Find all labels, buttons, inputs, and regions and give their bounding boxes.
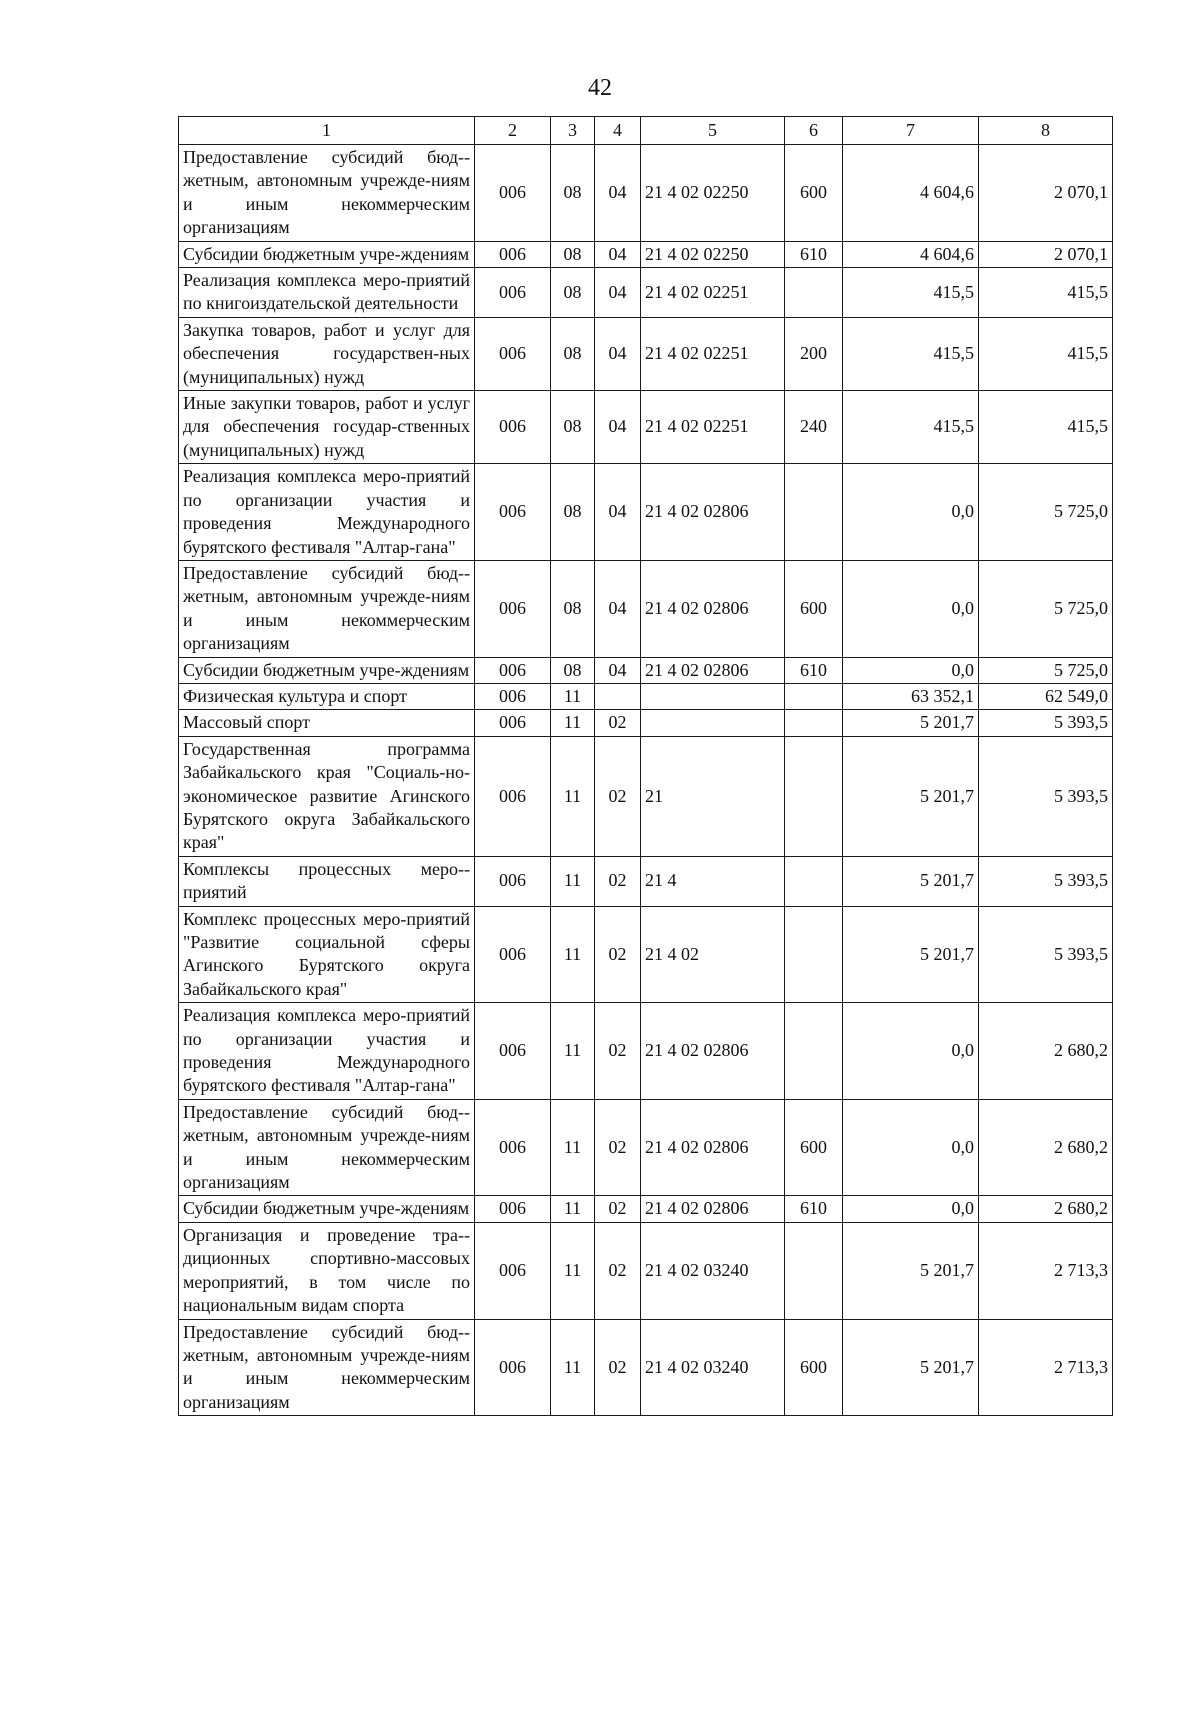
item-name-cell: Комплекс процессных меро-приятий "Развитие социальной сферы Агинского Бурятского округа Забайкальского края" [179,906,475,1003]
section-code-cell: 08 [551,145,595,242]
table-row [179,145,1113,242]
subsection-code-cell: 02 [595,736,641,856]
section-code-cell: 11 [551,1222,595,1319]
subsection-code-cell: 02 [595,710,641,736]
section-code-cell: 11 [551,1196,595,1222]
table-row [179,464,1113,561]
item-name-cell: Предоставление субсидий бюд-жетным, автономным учрежде-ниям и иным некоммерческим организациям [179,1319,475,1416]
expense-type-cell [785,736,843,856]
target-article-cell: 21 4 02 02251 [641,317,785,390]
section-code-cell: 11 [551,683,595,709]
expense-type-cell: 600 [785,1319,843,1416]
section-code-cell: 11 [551,1099,595,1196]
amount-col7-cell: 415,5 [843,268,979,318]
amount-col8-cell: 2 680,2 [979,1099,1113,1196]
section-code-cell: 08 [551,241,595,267]
table-row [179,683,1113,709]
amount-col8-cell: 2 680,2 [979,1196,1113,1222]
target-article-cell: 21 4 02 02806 [641,464,785,561]
item-name-cell: Иные закупки товаров, работ и услуг для обеспечения государ-ственных (муниципальных) нужд [179,391,475,464]
amount-col7-cell: 5 201,7 [843,906,979,1003]
expense-type-cell: 240 [785,391,843,464]
table-row [179,1196,1113,1222]
amount-col7-cell: 5 201,7 [843,736,979,856]
section-code-cell: 11 [551,906,595,1003]
section-code-cell: 08 [551,391,595,464]
section-code-cell: 08 [551,464,595,561]
expense-type-cell [785,856,843,906]
section-code-cell: 11 [551,736,595,856]
table-body [179,145,1113,1416]
ministry-code-cell: 006 [475,391,551,464]
budget-table [178,116,1113,1416]
expense-type-cell [785,464,843,561]
subsection-code-cell: 02 [595,1319,641,1416]
table-row [179,1003,1113,1100]
page-number: 42 [588,75,612,101]
column-number-row [179,117,1113,145]
column-number: 7 [843,117,979,145]
item-name-cell: Предоставление субсидий бюд-жетным, автономным учрежде-ниям и иным некоммерческим организациям [179,145,475,242]
amount-col8-cell: 2 713,3 [979,1319,1113,1416]
amount-col7-cell: 0,0 [843,464,979,561]
ministry-code-cell: 006 [475,241,551,267]
amount-col8-cell: 5 725,0 [979,560,1113,657]
table-row [179,1319,1113,1416]
amount-col8-cell: 415,5 [979,391,1113,464]
expense-type-cell [785,1222,843,1319]
subsection-code-cell: 02 [595,906,641,1003]
table-row [179,391,1113,464]
subsection-code-cell: 02 [595,1196,641,1222]
table-row [179,1222,1113,1319]
subsection-code-cell: 04 [595,241,641,267]
section-code-cell: 11 [551,1319,595,1416]
ministry-code-cell: 006 [475,710,551,736]
expense-type-cell: 600 [785,1099,843,1196]
table-row [179,710,1113,736]
table-row [179,268,1113,318]
subsection-code-cell: 02 [595,1003,641,1100]
target-article-cell: 21 [641,736,785,856]
amount-col7-cell: 415,5 [843,317,979,390]
amount-col7-cell: 63 352,1 [843,683,979,709]
ministry-code-cell: 006 [475,1003,551,1100]
item-name-cell: Реализация комплекса меро-приятий по организации участия и проведения Международного бурятского фестиваля "Алтар-гана" [179,1003,475,1100]
amount-col7-cell: 0,0 [843,560,979,657]
amount-col8-cell: 415,5 [979,268,1113,318]
amount-col7-cell: 5 201,7 [843,710,979,736]
ministry-code-cell: 006 [475,1099,551,1196]
ministry-code-cell: 006 [475,268,551,318]
section-code-cell: 08 [551,317,595,390]
target-article-cell: 21 4 [641,856,785,906]
item-name-cell: Предоставление субсидий бюд-жетным, автономным учрежде-ниям и иным некоммерческим организациям [179,560,475,657]
table-row [179,241,1113,267]
item-name-cell: Субсидии бюджетным учре-ждениям [179,1196,475,1222]
amount-col8-cell: 2 713,3 [979,1222,1113,1319]
amount-col8-cell: 2 070,1 [979,241,1113,267]
expense-type-cell: 600 [785,145,843,242]
subsection-code-cell: 04 [595,268,641,318]
section-code-cell: 08 [551,560,595,657]
amount-col8-cell: 62 549,0 [979,683,1113,709]
ministry-code-cell: 006 [475,736,551,856]
table-row [179,657,1113,683]
amount-col7-cell: 5 201,7 [843,1222,979,1319]
ministry-code-cell: 006 [475,145,551,242]
amount-col8-cell: 5 393,5 [979,906,1113,1003]
ministry-code-cell: 006 [475,657,551,683]
target-article-cell: 21 4 02 02806 [641,657,785,683]
table-row [179,856,1113,906]
amount-col8-cell: 5 725,0 [979,657,1113,683]
expense-type-cell [785,683,843,709]
target-article-cell: 21 4 02 02806 [641,1003,785,1100]
amount-col8-cell: 5 725,0 [979,464,1113,561]
target-article-cell: 21 4 02 02806 [641,560,785,657]
column-number: 3 [551,117,595,145]
target-article-cell: 21 4 02 03240 [641,1319,785,1416]
column-number: 1 [179,117,475,145]
amount-col7-cell: 415,5 [843,391,979,464]
item-name-cell: Закупка товаров, работ и услуг для обеспечения государствен-ных (муниципальных) нужд [179,317,475,390]
target-article-cell: 21 4 02 02250 [641,241,785,267]
expense-type-cell: 610 [785,1196,843,1222]
amount-col7-cell: 4 604,6 [843,145,979,242]
amount-col8-cell: 5 393,5 [979,856,1113,906]
column-number: 2 [475,117,551,145]
amount-col8-cell: 415,5 [979,317,1113,390]
ministry-code-cell: 006 [475,683,551,709]
section-code-cell: 08 [551,268,595,318]
expense-type-cell [785,906,843,1003]
column-number: 6 [785,117,843,145]
column-number: 8 [979,117,1113,145]
amount-col7-cell: 0,0 [843,1196,979,1222]
amount-col7-cell: 5 201,7 [843,856,979,906]
amount-col7-cell: 0,0 [843,657,979,683]
table-row [179,1099,1113,1196]
item-name-cell: Комплексы процессных меро-приятий [179,856,475,906]
expense-type-cell [785,710,843,736]
expense-type-cell: 600 [785,560,843,657]
subsection-code-cell: 04 [595,657,641,683]
table-row [179,906,1113,1003]
expense-type-cell [785,268,843,318]
amount-col8-cell: 5 393,5 [979,710,1113,736]
item-name-cell: Субсидии бюджетным учре-ждениям [179,657,475,683]
target-article-cell: 21 4 02 02806 [641,1196,785,1222]
column-number: 5 [641,117,785,145]
item-name-cell: Государственная программа Забайкальского края "Социаль-но-экономическое развитие Агинского Бурятского округа Забайкальского края" [179,736,475,856]
column-number: 4 [595,117,641,145]
subsection-code-cell: 04 [595,145,641,242]
subsection-code-cell: 04 [595,560,641,657]
target-article-cell: 21 4 02 [641,906,785,1003]
ministry-code-cell: 006 [475,464,551,561]
target-article-cell [641,683,785,709]
expense-type-cell: 610 [785,241,843,267]
ministry-code-cell: 006 [475,906,551,1003]
item-name-cell: Реализация комплекса меро-приятий по книгоиздательской деятельности [179,268,475,318]
item-name-cell: Массовый спорт [179,710,475,736]
target-article-cell: 21 4 02 03240 [641,1222,785,1319]
amount-col7-cell: 4 604,6 [843,241,979,267]
item-name-cell: Организация и проведение тра-диционных спортивно-массовых мероприятий, в том числе по национальным видам спорта [179,1222,475,1319]
target-article-cell: 21 4 02 02251 [641,391,785,464]
item-name-cell: Предоставление субсидий бюд-жетным, автономным учрежде-ниям и иным некоммерческим организациям [179,1099,475,1196]
table-row [179,736,1113,856]
section-code-cell: 08 [551,657,595,683]
subsection-code-cell: 04 [595,391,641,464]
expense-type-cell [785,1003,843,1100]
item-name-cell: Реализация комплекса меро-приятий по организации участия и проведения Международного бурятского фестиваля "Алтар-гана" [179,464,475,561]
section-code-cell: 11 [551,856,595,906]
amount-col8-cell: 2 680,2 [979,1003,1113,1100]
subsection-code-cell: 04 [595,464,641,561]
amount-col7-cell: 0,0 [843,1099,979,1196]
item-name-cell: Субсидии бюджетным учре-ждениям [179,241,475,267]
table-row [179,317,1113,390]
ministry-code-cell: 006 [475,317,551,390]
table-row [179,560,1113,657]
subsection-code-cell: 04 [595,317,641,390]
ministry-code-cell: 006 [475,560,551,657]
ministry-code-cell: 006 [475,1196,551,1222]
expense-type-cell: 200 [785,317,843,390]
subsection-code-cell [595,683,641,709]
target-article-cell: 21 4 02 02250 [641,145,785,242]
target-article-cell [641,710,785,736]
ministry-code-cell: 006 [475,1222,551,1319]
amount-col8-cell: 2 070,1 [979,145,1113,242]
ministry-code-cell: 006 [475,856,551,906]
item-name-cell: Физическая культура и спорт [179,683,475,709]
subsection-code-cell: 02 [595,1099,641,1196]
section-code-cell: 11 [551,710,595,736]
target-article-cell: 21 4 02 02806 [641,1099,785,1196]
amount-col8-cell: 5 393,5 [979,736,1113,856]
amount-col7-cell: 5 201,7 [843,1319,979,1416]
amount-col7-cell: 0,0 [843,1003,979,1100]
ministry-code-cell: 006 [475,1319,551,1416]
section-code-cell: 11 [551,1003,595,1100]
target-article-cell: 21 4 02 02251 [641,268,785,318]
subsection-code-cell: 02 [595,1222,641,1319]
expense-type-cell: 610 [785,657,843,683]
subsection-code-cell: 02 [595,856,641,906]
